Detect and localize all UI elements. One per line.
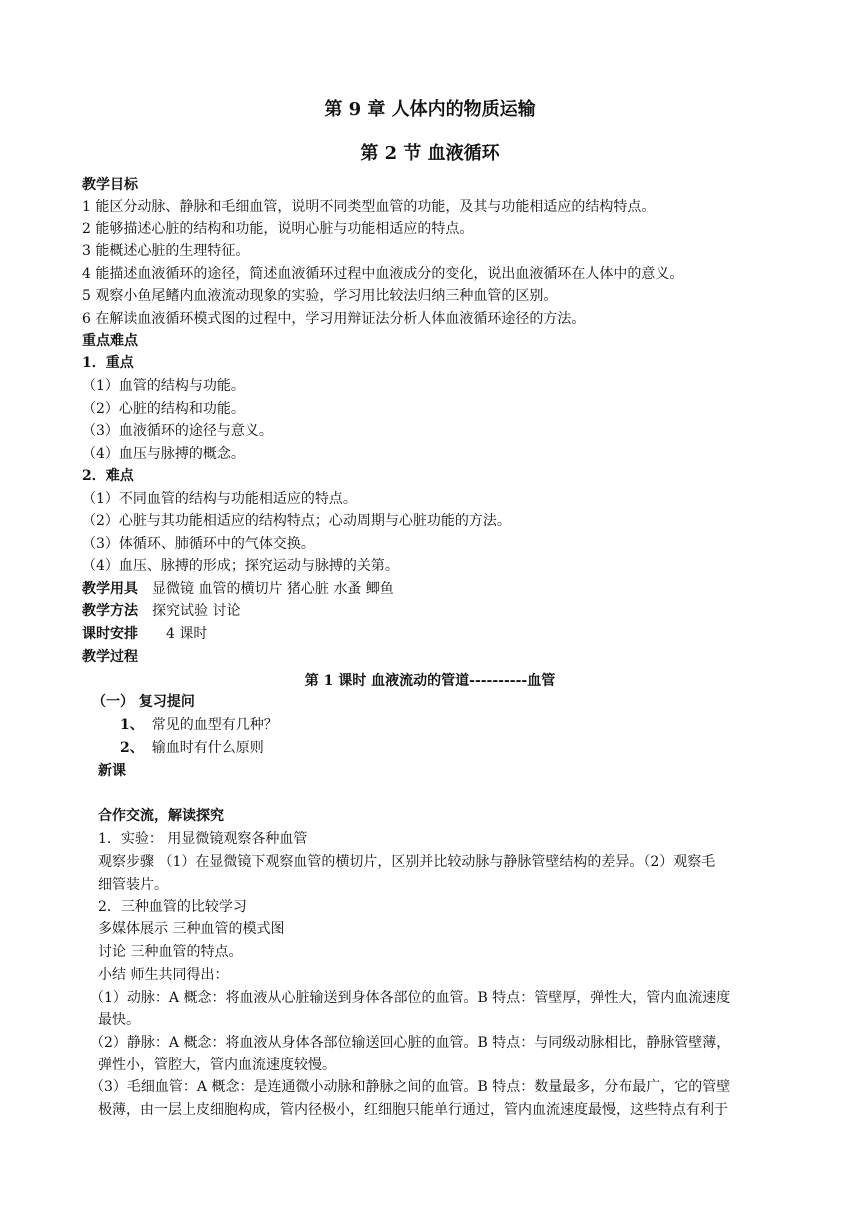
methods-line xyxy=(82,601,240,621)
goal-item: 6 在解读血液循环模式图的过程中，学习用辩证法分析人体血液循环途径的方法。 xyxy=(82,311,586,327)
goal-item: 5 观察小鱼尾鳍内血液流动现象的实验，学习用比较法归纳三种血管的区别。 xyxy=(82,288,558,304)
goals-heading: 教学目标 xyxy=(82,177,138,193)
review-question xyxy=(120,715,278,735)
summary-line: 小结 师生共同得出： xyxy=(98,967,229,983)
focus-item: （2）心脏的结构和功能。 xyxy=(82,401,245,417)
focus-heading: 1．重点 xyxy=(82,355,134,371)
methods-value: 探究试验 讨论 xyxy=(152,603,241,619)
goal-item: 3 能概述心脏的生理特征。 xyxy=(82,243,250,259)
question-number: 1、 xyxy=(120,717,144,733)
vein-line: （2）静脉：A 概念：将血液从身体各部位输送回心脏的血管。B 特点：与同级动脉相比，静脉管壁薄， xyxy=(90,1035,731,1051)
capillary-line: （3）毛细血管：A 概念：是连通微小动脉和静脉之间的血管。B 特点：数量最多，分布最广，它的管壁 xyxy=(90,1079,731,1095)
schedule-label: 课时安排 xyxy=(82,626,138,642)
question-number: 2、 xyxy=(120,740,144,756)
tools-value: 显微镜 血管的横切片 猪心脏 水蚤 鲫鱼 xyxy=(152,581,394,597)
goal-item: 2 能够描述心脏的结构和功能，说明心脏与功能相适应的特点。 xyxy=(82,221,474,237)
media-line: 多媒体展示 三种血管的模式图 xyxy=(98,921,285,937)
tools-line xyxy=(82,579,394,599)
steps-line: 观察步骤 （1）在显微镜下观察血管的横切片，区别并比较动脉与静脉管壁结构的差异。（2）观察毛 xyxy=(98,854,716,870)
review-question xyxy=(120,738,264,758)
schedule-value: 4 课时 xyxy=(166,626,208,642)
question-text: 常见的血型有几种？ xyxy=(151,717,278,733)
discuss-line: 讨论 三种血管的特点。 xyxy=(98,944,243,960)
process-heading: 教学过程 xyxy=(82,649,138,665)
artery-line: 最快。 xyxy=(98,1012,140,1028)
goal-item: 4 能描述血液循环的途径，简述血液循环过程中血液成分的变化，说出血液循环在人体中的意义。 xyxy=(82,266,684,282)
chapter-title: 第 9 章 人体内的物质运输 xyxy=(324,99,536,120)
vein-line: 弹性小，管腔大，管内血流速度较慢。 xyxy=(98,1057,336,1073)
difficult-item: （3）体循环、肺循环中的气体交换。 xyxy=(82,536,315,552)
goal-item: 1 能区分动脉、静脉和毛细血管，说明不同类型血管的功能，及其与功能相适应的结构特点。 xyxy=(82,199,656,215)
difficult-item: （4）血压、脉搏的形成；探究运动与脉搏的关第。 xyxy=(82,558,399,574)
review-heading: （一） 复习提问 xyxy=(92,694,195,710)
question-text: 输血时有什么原则 xyxy=(151,740,264,756)
capillary-line: 极薄，由一层上皮细胞构成，管内径极小，红细胞只能单行通过，管内血流速度最慢，这些特点有利于 xyxy=(98,1102,728,1118)
focus-item: （4）血压与脉搏的概念。 xyxy=(82,446,245,462)
difficult-item: （2）心脏与其功能相适应的结构特点；心动周期与心脏功能的方法。 xyxy=(82,513,511,529)
artery-line: （1）动脉：A 概念：将血液从心脏输送到身体各部位的血管。B 特点：管壁厚，弹性大，管内血流速度 xyxy=(90,990,731,1006)
section-title: 第 2 节 血液循环 xyxy=(360,143,500,164)
difficult-heading: 2．难点 xyxy=(82,468,134,484)
methods-label: 教学方法 xyxy=(82,603,138,619)
focus-item: （3）血液循环的途径与意义。 xyxy=(82,423,273,439)
tools-label: 教学用具 xyxy=(82,581,138,597)
steps-line: 细管装片。 xyxy=(98,877,168,893)
keypoints-heading: 重点难点 xyxy=(82,333,138,349)
coop-heading: 合作交流，解读探究 xyxy=(98,808,224,824)
comparison-line: 2．三种血管的比较学习 xyxy=(98,899,247,915)
schedule-line xyxy=(82,624,207,644)
focus-item: （1）血管的结构与功能。 xyxy=(82,378,245,394)
new-lesson-heading: 新课 xyxy=(98,763,126,779)
experiment-line: 1．实验： 用显微镜观察各种血管 xyxy=(98,831,308,847)
difficult-item: （1）不同血管的结构与功能相适应的特点。 xyxy=(82,491,357,507)
lesson1-title: 第 1 课时 血液流动的管道----------血管 xyxy=(304,673,556,689)
